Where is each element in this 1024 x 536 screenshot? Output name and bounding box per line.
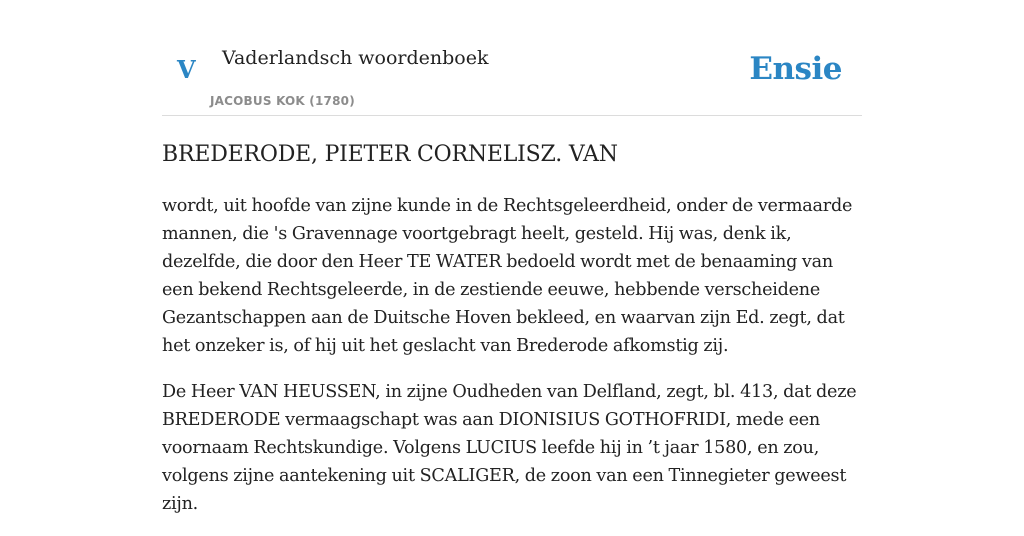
entry-paragraph-2: De Heer VAN HEUSSEN, in zijne Oudheden van Delfland, zegt, bl. 413, dat deze BREDERODE vermaagschapt was aan DIONISIUS GOTHOFRIDI, mede een voornaam Rechtskundige. Volgens LUCIUS leefde hij in ’t jaar 1580, en zou, volgens zijne aantekening uit SCALIGER, de zoon van een Tinnegieter geweest zijn.	[162, 382, 857, 514]
entry-paragraph-1: wordt, uit hoofde van zijne kunde in de Rechtsgeleerdheid, onder de vermaarde mannen, die 's Gravennage voortgebragt heelt, gesteld. Hij was, denk ik, dezelfde, die door den Heer TE WATER bedoeld wordt met de benaaming van een bekend Rechtsgeleerde, in de zestiende eeuwe, hebbende verscheidene Gezantschappen aan de Duitsche Hoven bekleed, en waarvan zijn Ed. zegt, dat het onzeker is, of hij uit het geslacht van Brederode afkomstig zij.	[162, 196, 853, 356]
entry-body	[162, 192, 862, 536]
author-label: JACOBUS KOK (1780)	[210, 94, 355, 108]
book-letter-icon[interactable]: V	[177, 55, 196, 84]
book-title-link[interactable]: Vaderlandsch woordenboek	[222, 47, 489, 69]
header	[162, 0, 862, 116]
ensie-logo[interactable]: Ensie	[749, 51, 842, 87]
page	[162, 0, 862, 514]
entry-title: BREDERODE, PIETER CORNELISZ. VAN	[162, 142, 618, 167]
